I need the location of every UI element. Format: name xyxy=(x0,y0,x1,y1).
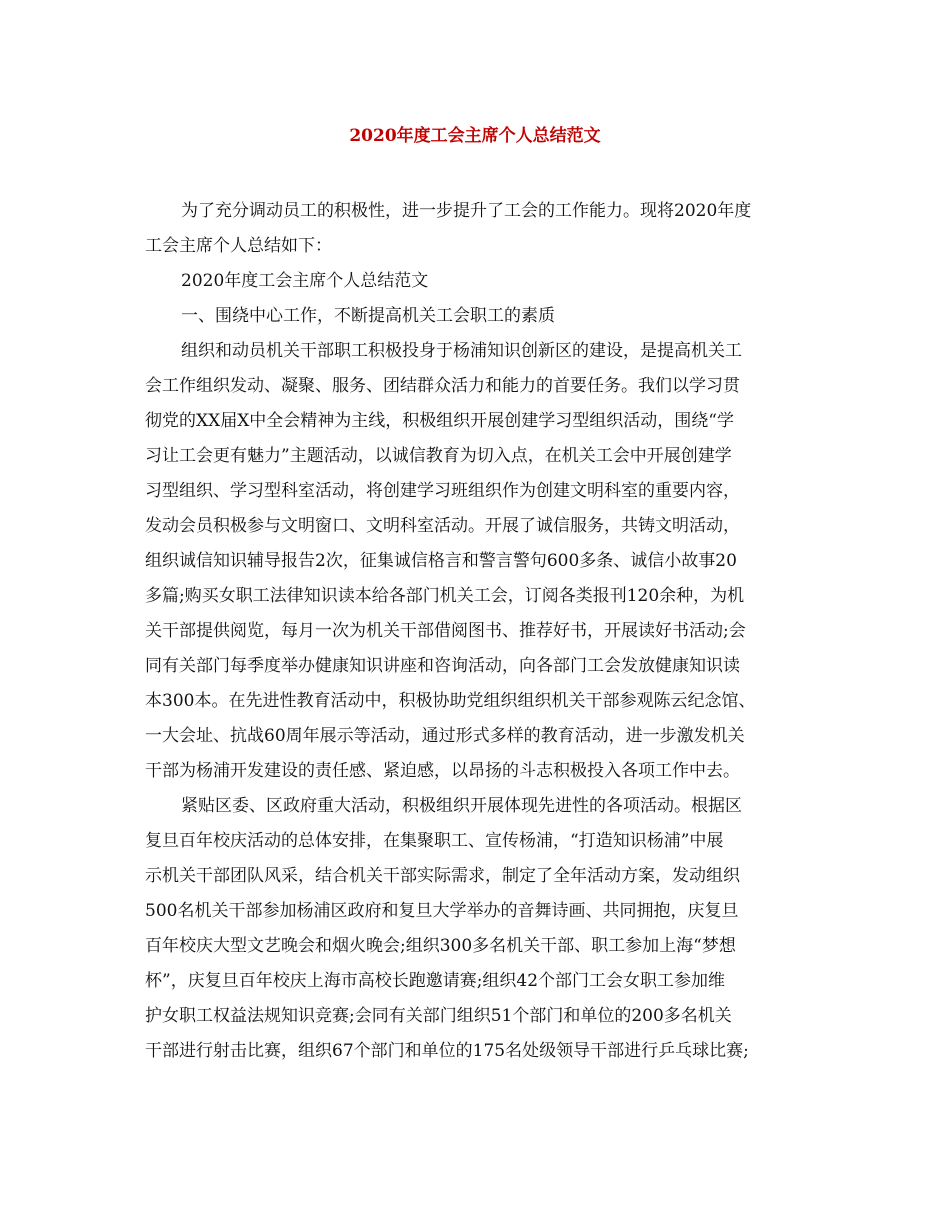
body-line: 一大会址、抗战60周年展示等活动，通过形式多样的教育活动，进一步激发机关 xyxy=(145,726,745,746)
body-line: 杯”，庆复旦百年校庆上海市高校长跑邀请赛;组织42个部门工会女职工参加维 xyxy=(145,971,726,991)
body-line: 示机关干部团队风采，结合机关干部实际需求，制定了全年活动方案，发动组织 xyxy=(145,866,740,886)
body-line: 组织和动员机关干部职工积极投身于杨浦知识创新区的建设，是提高机关工 xyxy=(181,341,742,361)
body-line: 为了充分调动员工的积极性，进一步提升了工会的工作能力。现将2020年度 xyxy=(181,201,752,221)
body-line: 工会主席个人总结如下： xyxy=(145,236,332,256)
body-line: 发动会员积极参与文明窗口、文明科室活动。开展了诚信服务，共铸文明活动， xyxy=(145,516,740,536)
body-line: 会工作组织发动、凝聚、服务、团结群众活力和能力的首要任务。我们以学习贯 xyxy=(145,376,740,396)
body-line: 习型组织、学习型科室活动，将创建学习班组织作为创建文明科室的重要内容， xyxy=(145,481,740,501)
body-line: 500名机关干部参加杨浦区政府和复旦大学举办的音舞诗画、共同拥抱，庆复旦 xyxy=(145,901,739,921)
body-line: 2020年度工会主席个人总结范文 xyxy=(181,271,429,291)
body-line: 护女职工权益法规知识竞赛;会同有关部门组织51个部门和单位的200多名机关 xyxy=(145,1006,732,1026)
body-line: 干部为杨浦开发建设的责任感、紧迫感，以昂扬的斗志积极投入各项工作中去。 xyxy=(145,761,740,781)
body-line: 同有关部门每季度举办健康知识讲座和咨询活动，向各部门工会发放健康知识读 xyxy=(145,656,740,676)
document-title: 2020年度工会主席个人总结范文 xyxy=(349,126,601,146)
body-line: 关干部提供阅览，每月一次为机关干部借阅图书、推荐好书，开展读好书活动;会 xyxy=(145,621,746,641)
body-line: 习让工会更有魅力”主题活动，以诚信教育为切入点，在机关工会中开展创建学 xyxy=(145,446,732,466)
body-line: 干部进行射击比赛，组织67个部门和单位的175名处级领导干部进行乒乓球比赛; xyxy=(145,1041,749,1061)
body-line: 组织诚信知识辅导报告2次，征集诚信格言和警言警句600多条、诚信小故事20 xyxy=(145,551,737,571)
body-line: 紧贴区委、区政府重大活动，积极组织开展体现先进性的各项活动。根据区 xyxy=(181,796,742,816)
document-body xyxy=(145,194,810,1069)
body-line: 一、围绕中心工作，不断提高机关工会职工的素质 xyxy=(181,306,555,326)
body-line: 复旦百年校庆活动的总体安排，在集聚职工、宣传杨浦，“打造知识杨浦”中展 xyxy=(145,831,724,851)
body-line: 百年校庆大型文艺晚会和烟火晚会;组织300多名机关干部、职工参加上海“梦想 xyxy=(145,936,736,956)
body-line: 本300本。在先进性教育活动中，积极协助党组织组织机关干部参观陈云纪念馆、 xyxy=(145,691,756,711)
body-line: 彻党的XX届X中全会精神为主线，积极组织开展创建学习型组织活动，围绕“学 xyxy=(145,411,734,431)
body-line: 多篇;购买女职工法律知识读本给各部门机关工会，订阅各类报刊120余种，为机 xyxy=(145,586,745,606)
